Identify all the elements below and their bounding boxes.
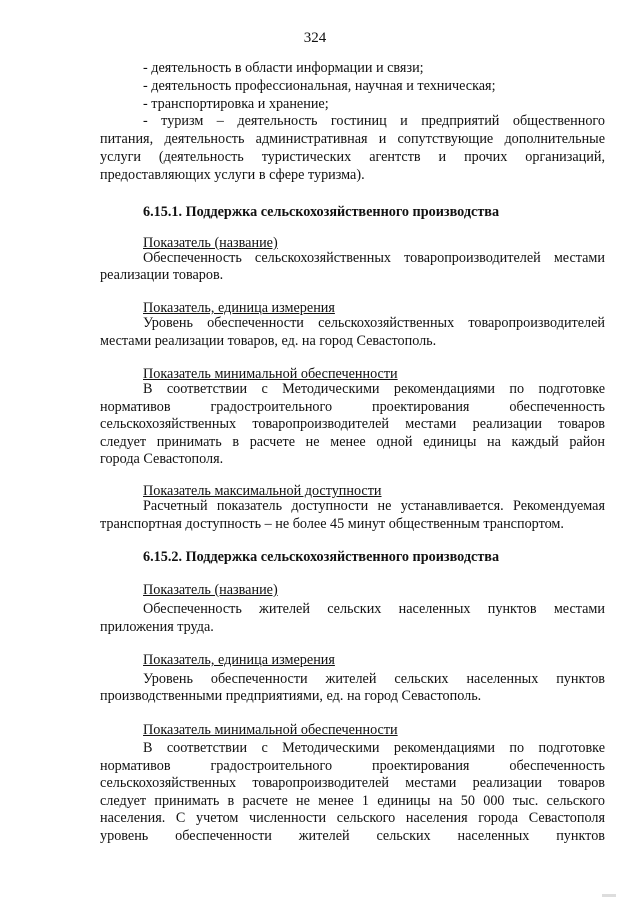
paragraph-line: города Севастополя.	[100, 451, 224, 467]
scan-mark	[602, 894, 616, 897]
paragraph-line: сельскохозяйственных товаропроизводителей местами реализации товаров	[100, 416, 605, 432]
indicator-unit-label: Показатель, единица измерения	[143, 652, 335, 668]
indicator-unit-label: Показатель, единица измерения	[143, 300, 335, 316]
paragraph-line: услуги (деятельность туристических агентств и прочих организаций,	[100, 149, 605, 165]
list-item: - транспортировка и хранение;	[143, 96, 329, 112]
section-heading: 6.15.1. Поддержка сельскохозяйственного производства	[143, 204, 500, 220]
paragraph-line: реализации товаров.	[100, 267, 224, 283]
indicator-min-label: Показатель минимальной обеспеченности	[143, 722, 398, 738]
paragraph-line: сельскохозяйственных товаропроизводителей местами реализации товаров	[100, 775, 605, 791]
indicator-name-label: Показатель (название)	[143, 235, 278, 251]
paragraph-line: Расчетный показатель доступности не устанавливается. Рекомендуемая	[143, 498, 605, 514]
paragraph-line: Уровень обеспеченности жителей сельских населенных пунктов	[143, 671, 605, 687]
paragraph-line: Уровень обеспеченности сельскохозяйственных товаропроизводителей	[143, 315, 605, 331]
paragraph-line: Обеспеченность жителей сельских населенных пунктов местами	[143, 601, 605, 617]
paragraph-line: местами реализации товаров, ед. на город Севастополь.	[100, 333, 437, 349]
list-item: - деятельность в области информации и связи;	[143, 60, 424, 76]
indicator-name-label: Показатель (название)	[143, 582, 278, 598]
paragraph-line: предоставляющих услуги в сфере туризма).	[100, 167, 365, 183]
paragraph-line: - туризм – деятельность гостиниц и предприятий общественного	[143, 113, 605, 129]
paragraph-line: приложения труда.	[100, 619, 214, 635]
paragraph-line: В соответствии с Методическими рекомендациями по подготовке	[143, 381, 605, 397]
indicator-min-label: Показатель минимальной обеспеченности	[143, 366, 398, 382]
paragraph-line: транспортная доступность – не более 45 минут общественным транспортом.	[100, 516, 564, 532]
paragraph-line: питания, деятельность административная и сопутствующие дополнительные	[100, 131, 605, 147]
paragraph-line: Обеспеченность сельскохозяйственных товаропроизводителей местами	[143, 250, 605, 266]
paragraph-line: нормативов градостроительного проектирования обеспеченность	[100, 758, 605, 774]
paragraph-line: нормативов градостроительного проектирования обеспеченность	[100, 399, 605, 415]
paragraph-line: производственными предприятиями, ед. на город Севастополь.	[100, 688, 482, 704]
paragraph-line: В соответствии с Методическими рекомендациями по подготовке	[143, 740, 605, 756]
paragraph-line: населения. С учетом численности сельского населения города Севастополя	[100, 810, 605, 826]
page-number: 324	[303, 30, 327, 46]
paragraph-line: следует принимать в расчете не менее одной единицы на каждый район	[100, 434, 605, 450]
paragraph-line: уровень обеспеченности жителей сельских населенных пунктов	[100, 828, 605, 844]
section-heading: 6.15.2. Поддержка сельскохозяйственного производства	[143, 549, 500, 565]
list-item: - деятельность профессиональная, научная и техническая;	[143, 78, 496, 94]
indicator-max-label: Показатель максимальной доступности	[143, 483, 382, 499]
paragraph-line: следует принимать в расчете не менее 1 единицы на 50 000 тыс. сельского	[100, 793, 605, 809]
